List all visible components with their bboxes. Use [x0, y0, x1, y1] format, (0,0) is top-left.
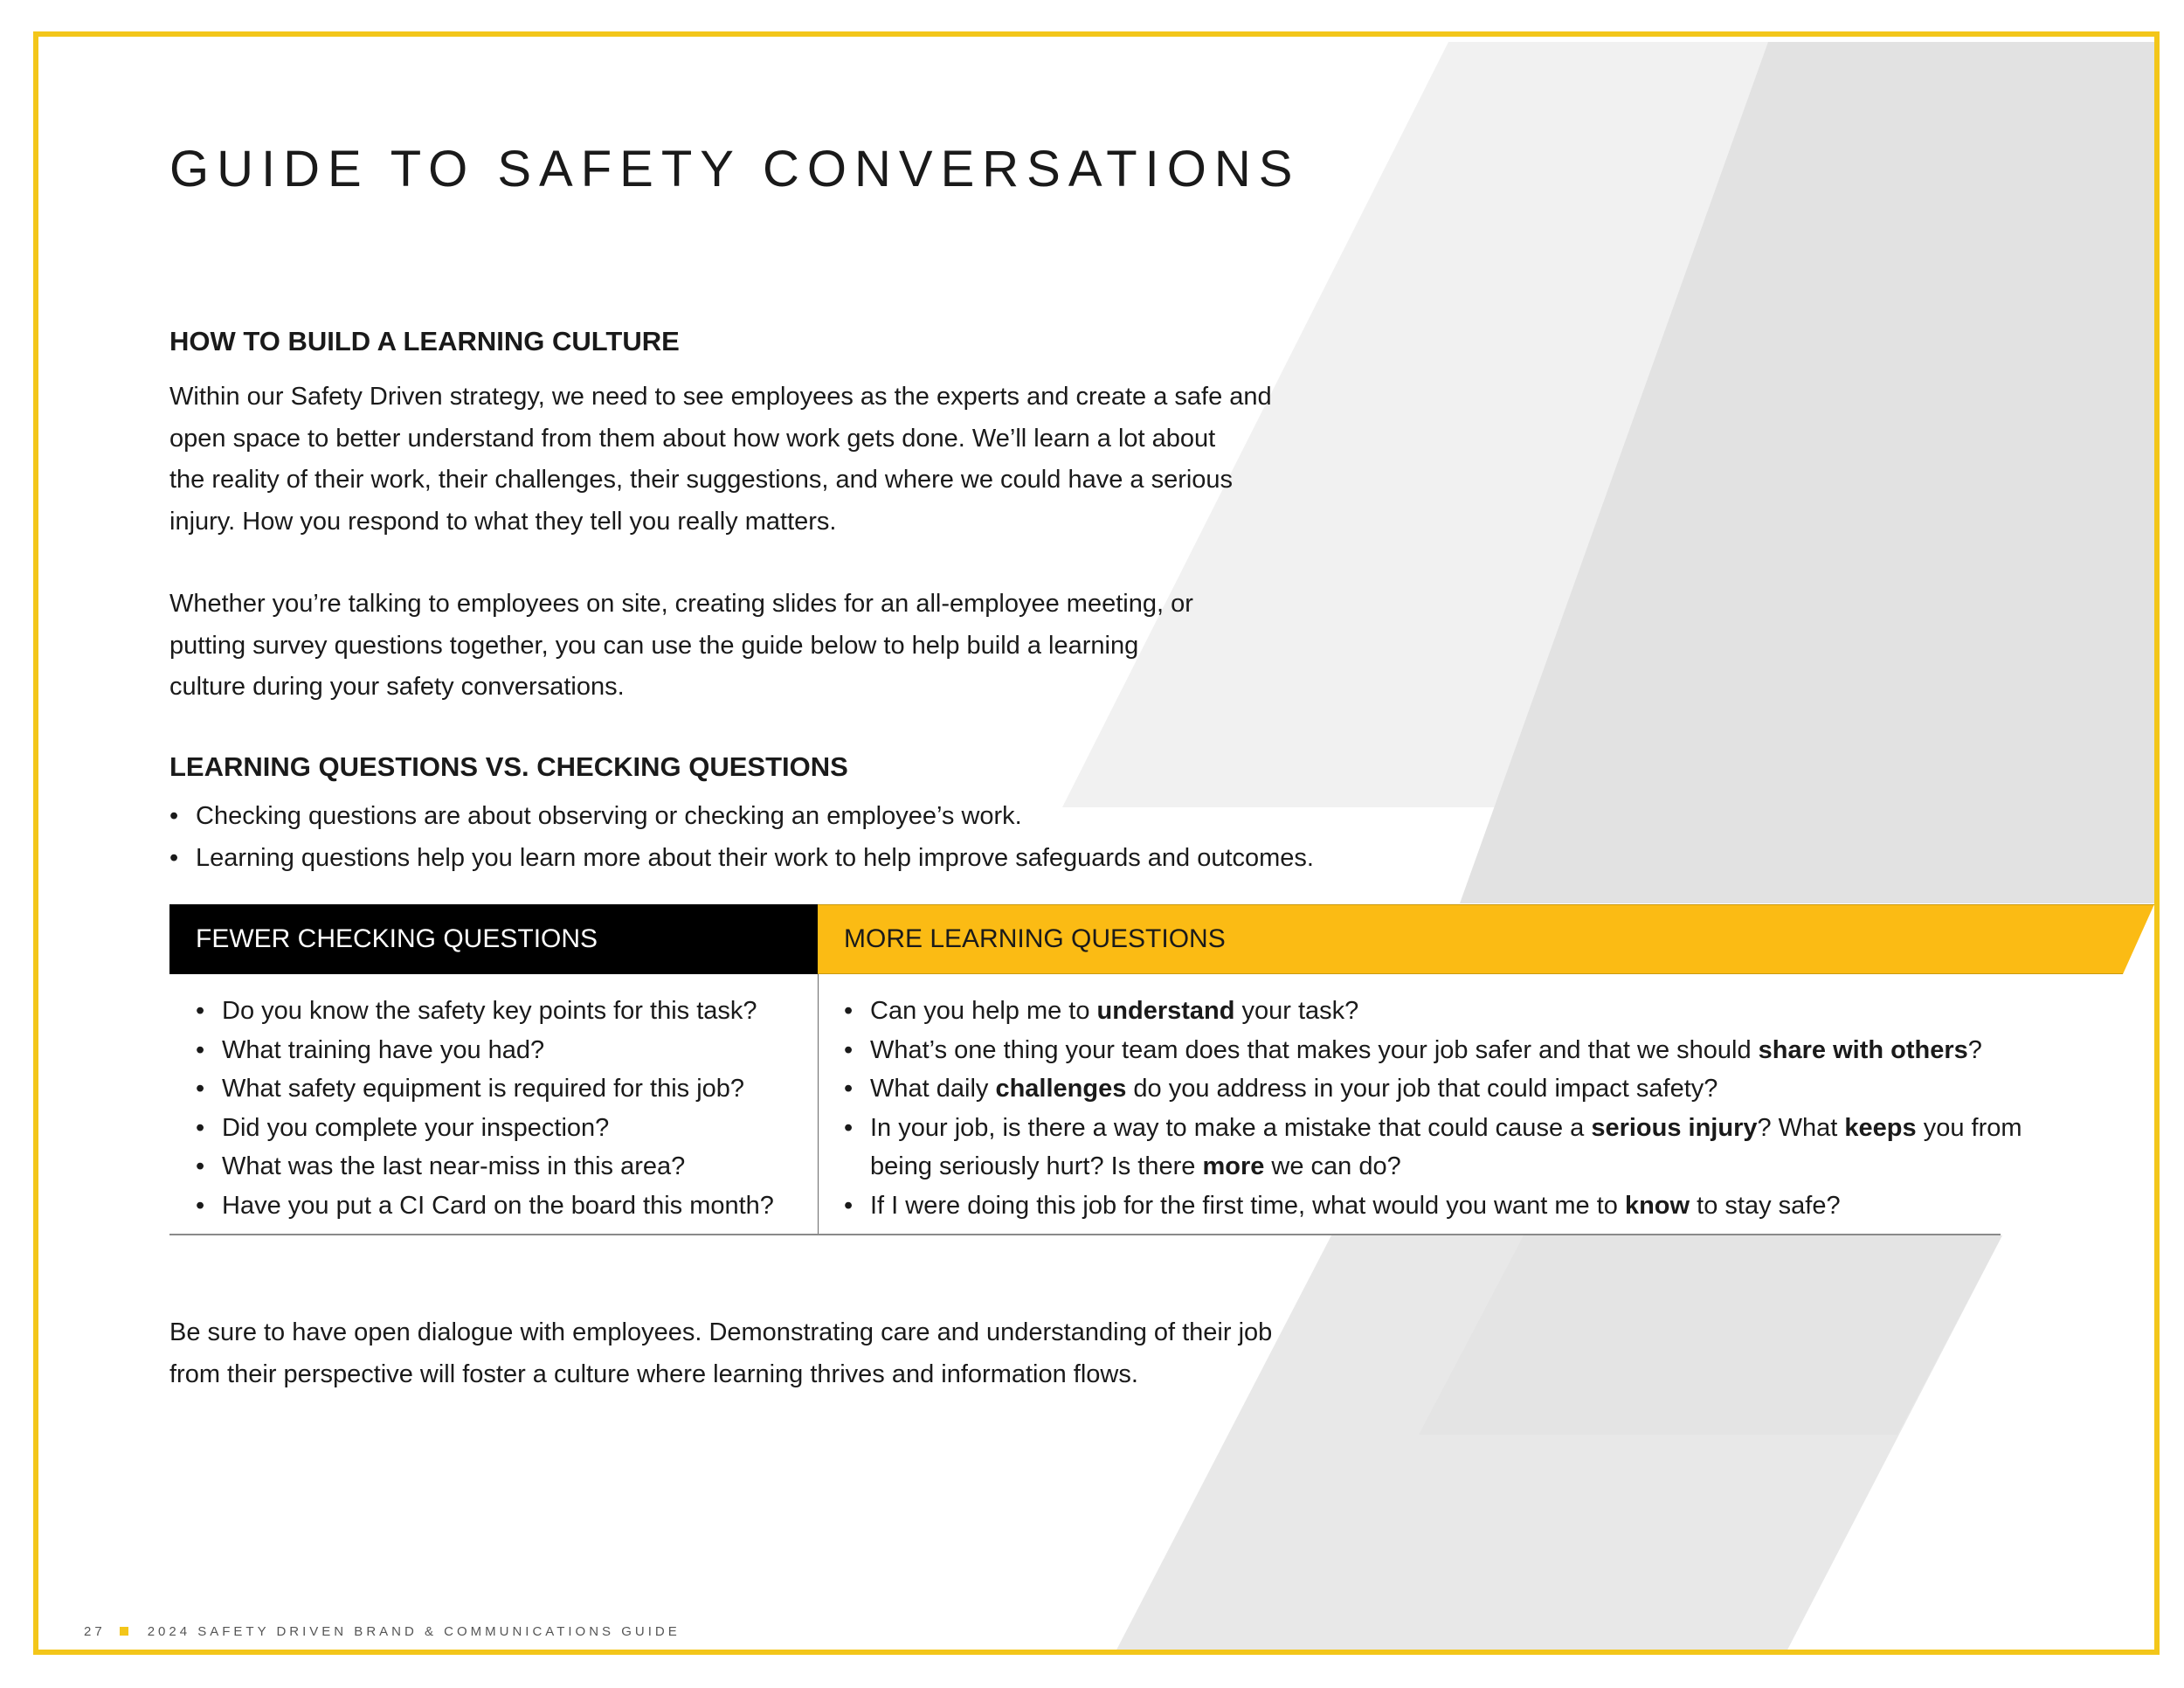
question-type-list — [169, 795, 1314, 879]
emphasis-text: serious injury — [1591, 1113, 1758, 1142]
section-heading-questions: LEARNING QUESTIONS VS. CHECKING QUESTIONS — [169, 751, 848, 782]
text-line: putting survey questions together, you can use the guide below to help build a learning — [169, 631, 1139, 660]
emphasis-text: know — [1624, 1191, 1690, 1220]
text-line: Whether you’re talking to employees on site, creating slides for an all-employee meeting, or — [169, 590, 1193, 618]
page-frame — [33, 31, 2160, 1655]
text-line: Be sure to have open dialogue with employees. Demonstrating care and understanding of their job — [169, 1318, 1273, 1346]
text-run: your task? — [1234, 997, 1359, 1025]
text-line: injury. How you respond to what they tell you really matters. — [169, 507, 837, 536]
section-heading-learning-culture: HOW TO BUILD A LEARNING CULTURE — [169, 326, 680, 356]
emphasis-text: understand — [1096, 997, 1235, 1025]
list-item: • Did you complete your inspection? — [196, 1109, 774, 1148]
text-run: we can do? — [1264, 1152, 1401, 1180]
text-run: being seriously hurt? Is there — [870, 1152, 1203, 1180]
text-run: What’s one thing your team does that makes your job safer and that we should — [870, 1035, 1759, 1064]
text-run: What daily — [870, 1075, 996, 1103]
footer-label: 2024 SAFETY DRIVEN BRAND & COMMUNICATIONS GUIDE — [147, 1624, 681, 1639]
text-run: do you address in your job that could impact safety? — [1126, 1075, 1718, 1103]
text-run: ? — [1967, 1035, 1982, 1064]
page-title: GUIDE TO SAFETY CONVERSATIONS — [169, 141, 1301, 197]
checking-questions-list — [196, 992, 774, 1225]
emphasis-text: keeps — [1844, 1113, 1917, 1142]
table-header-checking: FEWER CHECKING QUESTIONS — [169, 904, 818, 974]
emphasis-text: challenges — [995, 1075, 1127, 1103]
text-line: open space to better understand from them about how work gets done. We’ll learn a lot about — [169, 424, 1216, 453]
list-item — [844, 1186, 2022, 1226]
page-number: 27 — [84, 1624, 106, 1639]
text-line: the reality of their work, their challenges, their suggestions, and where we could have a serious — [169, 466, 1234, 494]
text-run: you from — [1916, 1113, 2022, 1142]
list-item: • Do you know the safety key points for this task? — [196, 992, 774, 1031]
list-item — [844, 1031, 2022, 1070]
text-run: In your job, is there a way to make a mistake that could cause a — [870, 1113, 1592, 1142]
page-content — [38, 37, 2160, 1655]
text-line: culture during your safety conversations. — [169, 673, 625, 701]
text-line: Within our Safety Driven strategy, we need to see employees as the experts and create a safe and — [169, 383, 1272, 411]
text-run: ? What — [1757, 1113, 1845, 1142]
list-item: • What was the last near-miss in this area? — [196, 1147, 774, 1186]
list-item — [844, 992, 2022, 1031]
list-item — [844, 1069, 2022, 1109]
table-bottom-rule — [169, 1234, 2001, 1235]
text-run: If I were doing this job for the first time, what would you want me to — [870, 1191, 1625, 1220]
table-header-learning-label: MORE LEARNING QUESTIONS — [844, 924, 1226, 953]
intro-paragraph — [169, 377, 1272, 543]
list-item: • What safety equipment is required for this job? — [196, 1069, 774, 1109]
column-divider — [818, 974, 819, 1235]
emphasis-text: more — [1202, 1152, 1265, 1180]
questions-table — [169, 904, 2154, 1235]
guide-paragraph — [169, 584, 1193, 709]
list-item: • Checking questions are about observing or checking an employee’s work. — [169, 795, 1314, 837]
footer-square-icon — [120, 1627, 128, 1636]
table-header-learning — [818, 904, 2154, 974]
list-item: • Learning questions help you learn more about their work to help improve safeguards and outcomes. — [169, 837, 1314, 879]
learning-questions-list — [844, 992, 2022, 1225]
list-item — [844, 1109, 2022, 1186]
text-run: to stay safe? — [1690, 1191, 1841, 1220]
list-item: • Have you put a CI Card on the board this month? — [196, 1186, 774, 1226]
text-line-continued — [870, 1147, 2022, 1186]
text-run: Can you help me to — [870, 997, 1097, 1025]
list-item: • What training have you had? — [196, 1031, 774, 1070]
emphasis-text: share with others — [1758, 1035, 1968, 1064]
text-line: from their perspective will foster a culture where learning thrives and information flows. — [169, 1359, 1138, 1388]
page-footer — [84, 1624, 681, 1639]
closing-paragraph — [169, 1312, 1272, 1395]
